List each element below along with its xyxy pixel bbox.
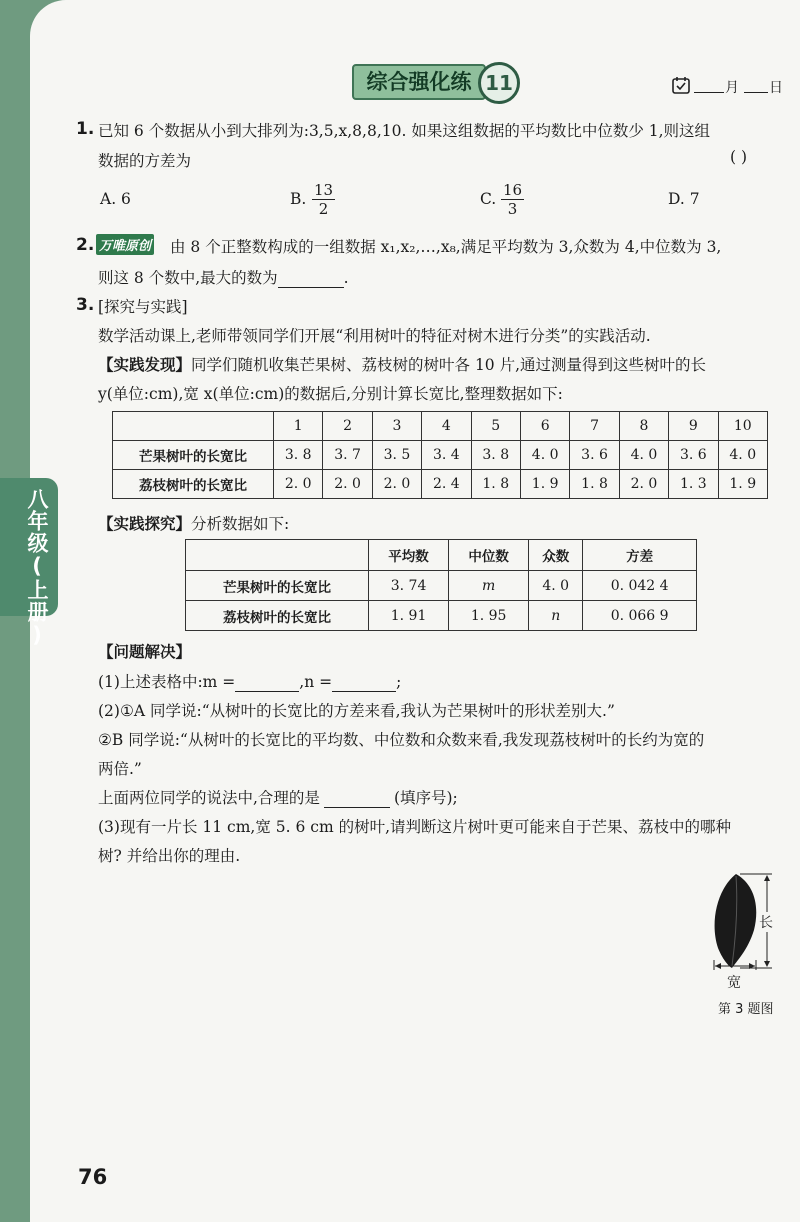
q1-option-c-label[interactable]: C. (480, 190, 497, 208)
q1-number: 1. (76, 119, 95, 139)
table-col-header: 7 (570, 412, 619, 441)
figure-caption: 第 3 题图 (718, 1002, 774, 1017)
table-row (186, 571, 697, 601)
q2-number: 2. (76, 235, 95, 255)
q1-option-c-num: 16 (503, 181, 523, 199)
table-cell: 2. 4 (422, 470, 471, 499)
q3-part2-c-text: 上面两位同学的说法中,合理的是 (98, 789, 320, 807)
leaf-length-label: 长 (759, 912, 773, 932)
q3-part1-b: ,n = (299, 673, 333, 691)
table-col-header: 4 (422, 412, 471, 441)
table-cell: 3. 4 (422, 441, 471, 470)
q2-original-tag (96, 234, 154, 255)
q1-option-b-label[interactable]: B. (290, 190, 307, 208)
q1-option-b-num: 13 (314, 181, 334, 199)
q3-part1-a: (1)上述表格中:m = (98, 673, 236, 691)
table-cell: 1. 95 (449, 601, 529, 631)
q3-discover-text: 同学们随机收集芒果树、荔枝树的树叶各 10 片,通过测量得到这些树叶的长 (191, 356, 707, 374)
table-cell: 3. 7 (323, 441, 372, 470)
table-cell: 3. 74 (369, 571, 449, 601)
q3-discover-line2: y(单位:cm),宽 x(单位:cm)的数据后,分别计算长宽比,整理数据如下: (98, 385, 563, 403)
leaf-width-label: 宽 (727, 975, 741, 991)
q1-option-b-den: 2 (318, 200, 329, 218)
table-cell: 4. 0 (520, 441, 569, 470)
table-cell: 2. 0 (372, 470, 421, 499)
q3-part2-a: (2)①A 同学说:“从树叶的长宽比的方差来看,我认为芒果树叶的形状差别大.” (98, 702, 615, 720)
q3-discover-label: 【实践发现】 (98, 356, 192, 374)
table-row-header: 荔枝树叶的长宽比 (113, 470, 274, 499)
table-row-header: 荔枝树叶的长宽比 (186, 601, 369, 631)
q3-number: 3. (76, 295, 95, 315)
section-title: 综合强化练 (352, 64, 486, 100)
table-col-header: 平均数 (369, 540, 449, 571)
table-row (113, 441, 768, 470)
calendar-check-icon (672, 76, 690, 94)
table-cell: 1. 8 (570, 470, 619, 499)
table-cell: 4. 0 (529, 571, 583, 601)
n-answer-blank[interactable] (332, 675, 396, 692)
q3-explore-line (98, 512, 289, 534)
q3-explore-label: 【实践探究】 (98, 515, 192, 533)
table-col-header: 中位数 (449, 540, 529, 571)
table-cell: 1. 9 (718, 470, 767, 499)
table-cell: 0. 042 4 (583, 571, 697, 601)
table-row (186, 601, 697, 631)
q1-option-c-fraction (501, 181, 524, 218)
table-col-header: 9 (669, 412, 718, 441)
q3-intro: 数学活动课上,老师带领同学们开展“利用树叶的特征对树木进行分类”的实践活动. (98, 327, 651, 345)
leaf-shape (715, 874, 757, 968)
table-col-header: 6 (520, 412, 569, 441)
table-cell: 3. 5 (372, 441, 421, 470)
q1-answer-bracket[interactable]: ( ) (730, 148, 748, 166)
m-answer-blank[interactable] (235, 675, 299, 692)
table-cell: 1. 91 (369, 601, 449, 631)
q3-explore-text: 分析数据如下: (191, 515, 290, 533)
table-cell: 1. 8 (471, 470, 520, 499)
month-blank[interactable] (694, 92, 724, 93)
q3-solve-label: 【问题解决】 (98, 643, 192, 661)
table-cell: 3. 6 (669, 441, 718, 470)
q3-part1 (98, 670, 401, 692)
table-cell: 4. 0 (718, 441, 767, 470)
table-cell: 3. 8 (274, 441, 323, 470)
q2-answer-blank[interactable] (278, 271, 344, 288)
q1-text-line1: 已知 6 个数据从小到大排列为:3,5,x,8,8,10. 如果这组数据的平均数比中位数少 1,则这组 (98, 122, 711, 140)
table-col-header: 方差 (583, 540, 697, 571)
q2-text-line2 (98, 266, 349, 288)
leaf-figure (700, 866, 790, 992)
table-row (113, 470, 768, 499)
q3-part2-c-end: (填序号); (393, 789, 458, 807)
table-col-header: 10 (718, 412, 767, 441)
q3-part2-b1: ②B 同学说:“从树叶的长宽比的平均数、中位数和众数来看,我发现荔枝树叶的长约为宽的 (98, 731, 705, 749)
q2-text-end: . (343, 269, 349, 287)
table-cell: 3. 6 (570, 441, 619, 470)
q1-option-b-fraction (312, 181, 335, 218)
table-cell: 4. 0 (619, 441, 668, 470)
q3-discover-line1 (98, 353, 706, 375)
table-row-header: 芒果树叶的长宽比 (113, 441, 274, 470)
q1-option-a[interactable]: A. 6 (100, 190, 131, 208)
table-header-row (113, 412, 768, 441)
day-blank[interactable] (744, 92, 768, 93)
table-cell: 0. 066 9 (583, 601, 697, 631)
table-cell: 1. 9 (520, 470, 569, 499)
table-cell-m: m (449, 571, 529, 601)
q2-tag-label: 万唯原创 (96, 234, 154, 255)
q3-part3-line2: 树? 并给出你的理由. (98, 847, 241, 865)
q3-part2-b2: 两倍.” (98, 760, 142, 778)
q1-option-d[interactable]: D. 7 (668, 190, 700, 208)
table-col-header: 众数 (529, 540, 583, 571)
table-corner (113, 412, 274, 441)
q2-text: 则这 8 个数中,最大的数为 (98, 269, 278, 287)
table-col-header: 5 (471, 412, 520, 441)
q2-text-line1: 由 8 个正整数构成的一组数据 x₁,x₂,…,x₈,满足平均数为 3,众数为 4,中位数为 3, (170, 238, 722, 256)
table-col-header: 3 (372, 412, 421, 441)
day-label: 日 (769, 80, 783, 96)
table-cell: 1. 3 (669, 470, 718, 499)
q3-heading: [探究与实践] (98, 298, 188, 316)
section-number-badge: 11 (478, 62, 520, 104)
table-cell: 2. 0 (323, 470, 372, 499)
table-col-header: 2 (323, 412, 372, 441)
page-number: 76 (78, 1165, 108, 1189)
table-col-header: 8 (619, 412, 668, 441)
q1-option-c-den: 3 (507, 200, 518, 218)
table-cell-n: n (529, 601, 583, 631)
table-cell: 3. 8 (471, 441, 520, 470)
stats-table (185, 539, 697, 631)
q3-part2-answer-blank[interactable] (324, 791, 390, 808)
q3-part2-c (98, 786, 458, 808)
side-tab-label: 八年级(上册) (25, 488, 49, 648)
month-label: 月 (725, 80, 739, 96)
leaf-ratio-table (112, 411, 768, 499)
table-cell: 2. 0 (274, 470, 323, 499)
table-col-header: 1 (274, 412, 323, 441)
q1-text-line2: 数据的方差为 (98, 152, 192, 170)
table-row-header: 芒果树叶的长宽比 (186, 571, 369, 601)
table-cell: 2. 0 (619, 470, 668, 499)
q3-part3-line1: (3)现有一片长 11 cm,宽 5. 6 cm 的树叶,请判断这片树叶更可能来自于芒果、荔枝中的哪种 (98, 818, 732, 836)
q3-part1-c: ; (396, 673, 402, 691)
table-corner (186, 540, 369, 571)
table-header-row (186, 540, 697, 571)
